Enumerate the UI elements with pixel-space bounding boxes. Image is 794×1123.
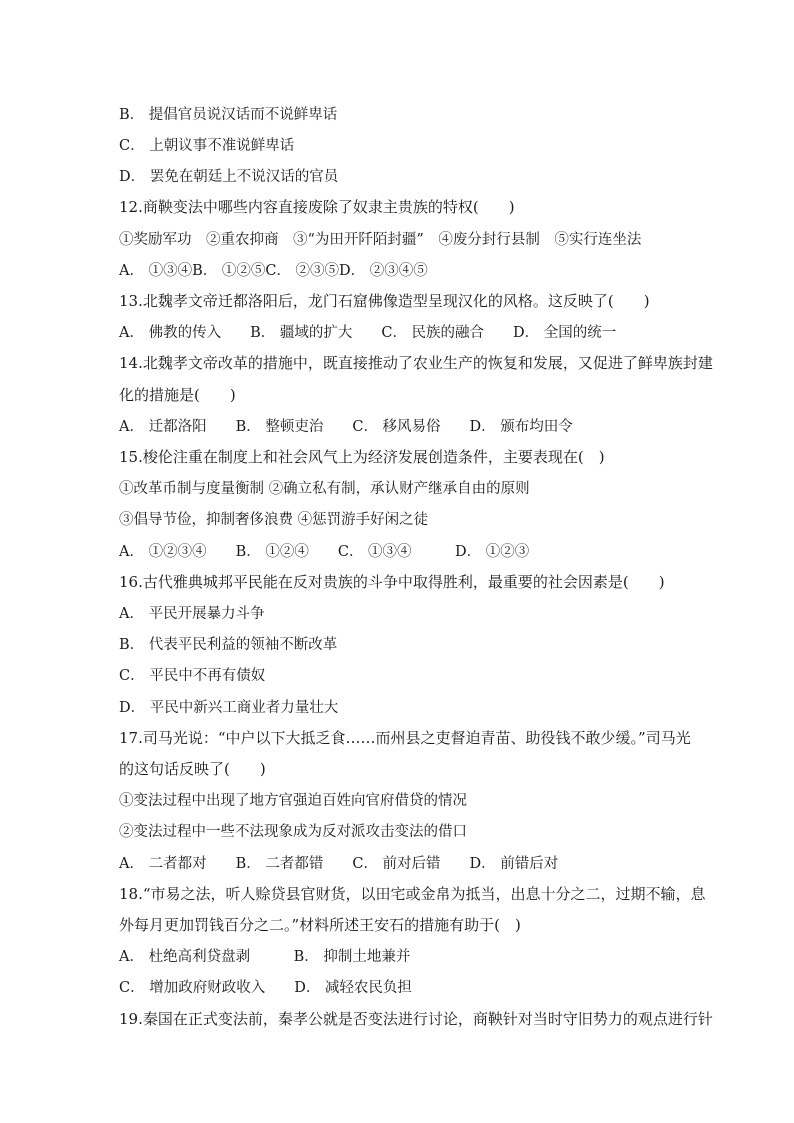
q13-stem: 13.北魏孝文帝迁都洛阳后，龙门石窟佛像造型呈现汉化的风格。这反映了( ) xyxy=(119,292,650,310)
q17-stem: 17.司马光说：“中户以下大抵乏食……而州县之吏督迫青苗、助役钱不敢少缓。”司马光 xyxy=(119,729,691,747)
q19-stem: 19.秦国在正式变法前，秦孝公就是否变法进行讨论，商鞅针对当时守旧势力的观点进行针 xyxy=(119,1010,713,1028)
q16-option-b: B． 代表平民利益的领袖不断改革 xyxy=(119,637,338,653)
q15-items-1: ①改革币制与度量衡制 ②确立私有制，承认财产继承自由的原则 xyxy=(119,481,530,497)
q16-option-d: D． 平民中新兴工商业者力量壮大 xyxy=(119,700,339,716)
q16-option-c: C． 平民中不再有债奴 xyxy=(119,668,266,684)
q11-option-c: C． 上朝议事不准说鲜卑话 xyxy=(119,138,295,154)
q15-options: A． ①②③④ B． ①②④ C． ①③④ D． ①②③ xyxy=(119,544,530,560)
q17-options: A． 二者都对 B． 二者都错 C． 前对后错 D． 前错后对 xyxy=(119,856,559,872)
q11-option-d: D． 罢免在朝廷上不说汉话的官员 xyxy=(119,169,339,185)
q18-options-ab: A． 杜绝高利贷盘剥 B． 抑制土地兼并 xyxy=(119,949,411,965)
q17-item-1: ①变法过程中出现了地方官强迫百姓向官府借贷的情况 xyxy=(119,793,467,809)
q11-option-b: B． 提倡官员说汉话而不说鲜卑话 xyxy=(119,107,338,123)
q12-stem: 12.商鞅变法中哪些内容直接废除了奴隶主贵族的特权( ) xyxy=(119,198,515,216)
q18-stem-cont: 外每月更加罚钱百分之二。”材料所述王安石的措施有助于( ) xyxy=(119,916,521,934)
q18-options-cd: C． 增加政府财政收入 D． 减轻农民负担 xyxy=(119,980,412,996)
q17-item-2: ②变法过程中一些不法现象成为反对派攻击变法的借口 xyxy=(119,824,467,840)
q16-stem: 16.古代雅典城邦平民能在反对贵族的斗争中取得胜利，最重要的社会因素是( ) xyxy=(119,573,665,591)
q14-options: A． 迁都洛阳 B． 整顿吏治 C． 移风易俗 D． 颁布均田令 xyxy=(119,419,573,435)
q15-stem: 15.梭伦注重在制度上和社会风气上为经济发展创造条件，主要表现在( ) xyxy=(119,448,605,466)
q16-option-a: A． 平民开展暴力斗争 xyxy=(119,606,265,622)
q12-items: ①奖励军功 ②重农抑商 ③“为田开阡陌封疆” ④废分封行县制 ⑤实行连坐法 xyxy=(119,232,642,248)
q15-items-2: ③倡导节俭，抑制奢侈浪费 ④惩罚游手好闲之徒 xyxy=(119,512,429,528)
q17-stem-cont: 的这句话反映了( ) xyxy=(119,760,266,778)
q14-stem: 14.北魏孝文帝改革的措施中，既直接推动了农业生产的恢复和发展，又促进了鲜卑族封建 xyxy=(119,354,713,372)
q18-stem: 18.“市易之法，听人赊贷县官财货，以田宅或金帛为抵当，出息十分之二，过期不输，息 xyxy=(119,885,706,903)
q13-options: A． 佛教的传入 B． 疆域的扩大 C． 民族的融合 D． 全国的统一 xyxy=(119,325,617,341)
q12-options: A． ①③④B． ①②⑤C． ②③⑤D． ②③④⑤ xyxy=(119,263,428,279)
q14-stem-cont: 化的措施是( ) xyxy=(119,386,236,404)
